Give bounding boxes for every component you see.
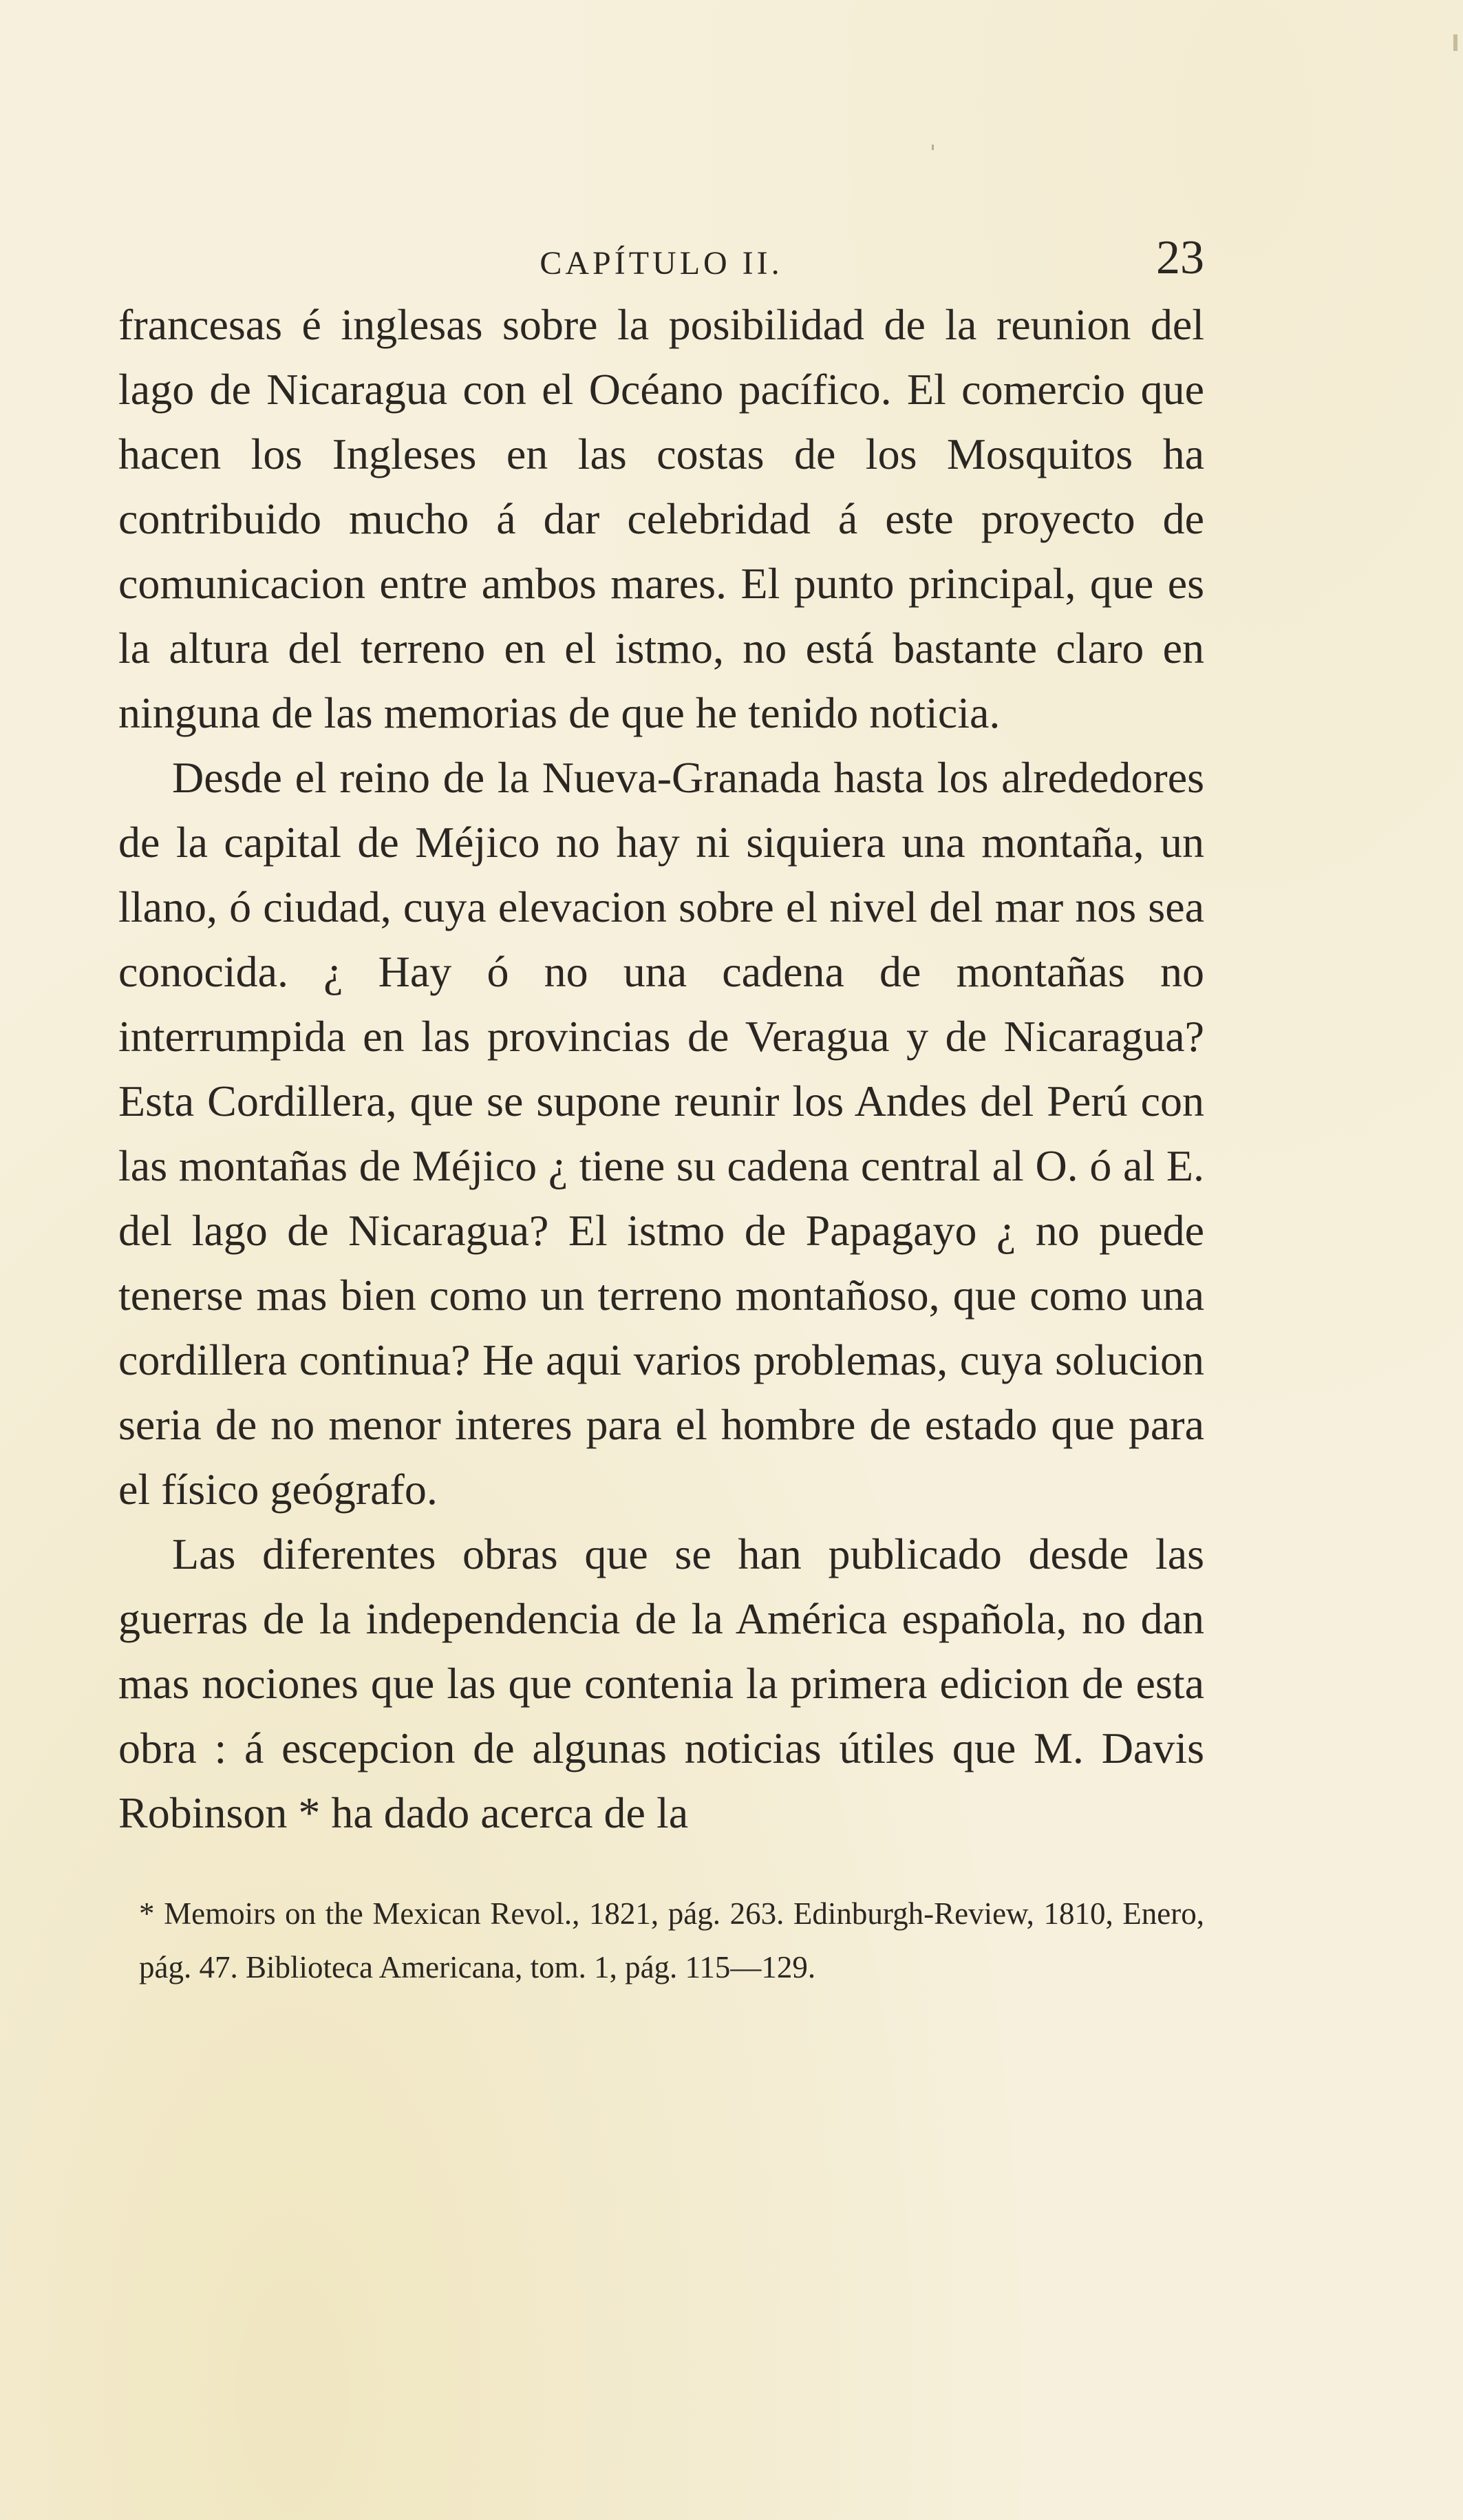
page-speck — [932, 145, 934, 150]
paragraph-2: Desde el reino de la Nueva-Granada hasta los alrededores de la capital de Méjico no hay ni siquiera una montaña, un llano, ó ciudad, cuya elevacion sobre el nivel del mar nos sea conocida. ¿ Hay ó no una cadena de montañas no interrumpida en las provincias de Veragua y de Nicaragua? Esta Cordillera, que se supone reunir los Andes del Perú con las montañas de Méjico ¿ tiene su cadena central al O. ó al E. del lago de Nicaragua? El istmo de Papagayo ¿ no puede tenerse mas bien como un terreno montañoso, que como una cordillera continua? He aqui varios problemas, cuya solucion seria de no menor interes para el hombre de estado que para el físico geógrafo. — [118, 753, 1204, 1514]
footnote: * Memoirs on the Mexican Revol., 1821, pág. 263. Edinburgh-Review, 1810, Enero, pág. 47. Biblioteca Americana, tom. 1, pág. 115—129. — [139, 1896, 1204, 1984]
chapter-title: CAPÍTULO II. — [540, 245, 783, 282]
edge-speck — [1453, 34, 1457, 51]
body-text — [118, 293, 1204, 1845]
running-head — [118, 231, 1204, 293]
footnotes — [118, 1887, 1204, 1994]
paragraph-1: francesas é inglesas sobre la posibilidad de la reunion del lago de Nicaragua con el Océano pacífico. El comercio que hacen los Ingleses en las costas de los Mosquitos ha contribuido mucho á dar celebridad á este proyecto de comunicacion entre ambos mares. El punto principal, que es la altura del terreno en el istmo, no está bastante claro en ninguna de las memorias de que he tenido noticia. — [118, 300, 1204, 737]
page-number: 23 — [1156, 231, 1204, 284]
paragraph-3: Las diferentes obras que se han publicado desde las guerras de la independencia de la América española, no dan mas nociones que las que contenia la primera edicion de esta obra : á escepcion de algunas noticias útiles que M. Davis Robinson * ha dado acerca de la — [118, 1529, 1204, 1837]
book-page — [118, 231, 1204, 1994]
